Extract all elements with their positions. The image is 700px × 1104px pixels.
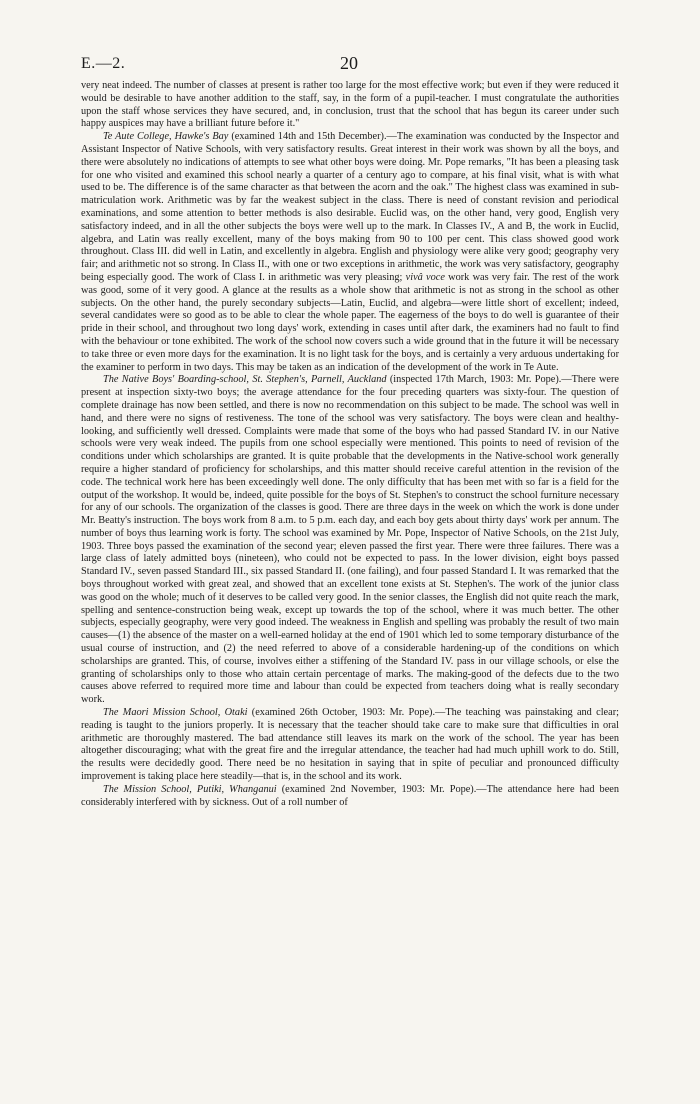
- paragraph-text: (examined 14th and 15th December).—The examination was conducted by the Inspector and Assistant Inspector of Native Schools, with very satisfactory results. Great interest in their work was shown by all the boys, and there were absolutely no indications of attempts to see what other boys were doing. Mr. Pope remarks, "It has been a pleasing task for one who visited and examined this school nearly a quarter of a century ago to compare, at his final visit, what is with what used to be. The difference is of the same character as that between the acorn and the oak." The highest class was examined in sub-matriculation work. Arithmetic was by far the weakest subject in the class. There is need of constant revision and periodical examinations, and some attention to better methods is also desirable. Euclid was, on the other hand, very good, English very satisfactory indeed, and in all the other subjects the boys were well up to the mark. In Classes IV., A and B, the work in Euclid, algebra, and Latin was really excellent, many of the boys making from 90 to 100 per cent. This class showed good work throughout. Class III. did well in Latin, and excellently in algebra. English and physiology were alike very good; geography very fair; and arithmetic not so strong. In Class II., with one or two exceptions in arithmetic, the work was very satisfactory, geography being especially good. The work of Class I. in arithmetic was very pleasing;: [81, 131, 620, 283]
- page-number: 20: [340, 53, 358, 73]
- report-body: [81, 80, 619, 809]
- paragraph-continuation: [81, 80, 619, 131]
- document-reference: E.—2.: [81, 55, 126, 72]
- paragraph-otaki: [81, 707, 619, 784]
- school-heading: Te Aute College, Hawke's Bay: [103, 131, 229, 143]
- school-heading: The Maori Mission School, Otaki: [103, 707, 248, 719]
- paragraph-text: (examined 26th October, 1903: Mr. Pope).—The teaching was painstaking and clear; reading is taught to the juniors properly. It is necessary that the teacher should take care to make sure that difficulties in oral arithmetic are thoroughly mastered. The bad attendance still leaves its mark on the work of the school. The year has been altogether discouraging; what with the great fire and the irregular attendance, the teacher had had much uphill work to do. Still, the results were decidedly good. There need be no hesitation in saying that in spite of peculiar and pronounced difficulty improvement is taking place here steadily—that is, in the school and its work.: [81, 707, 619, 783]
- paragraph-text-continued: work was very fair. The rest of the work was good, some of it very good. A glance at the results as a whole show that arithmetic is not as strong in the school as other subjects. On the other hand, the purely secondary subjects—Latin, Euclid, and algebra—were little short of excellent; indeed, several candidates were so good as to be able to clear the whole paper. The eagerness of the boys to do well is guarantee of their pride in their school, and throughout two long days' work, extending in cases until after dark, the examiners had no fault to find with the behaviour or tone exhibited. The work of the school now covers such a wide ground that in the future it will be necessary to take three or even more days for the examination. It is no light task for the boys, and is certainly a very arduous undertaking for the examiner to perform in two days. This may be taken as an indication of the development of the work in Te Aute.: [81, 271, 619, 373]
- paragraph-text: (inspected 17th March, 1903: Mr. Pope).—There were present at inspection sixty-two boys; the average attendance for the four preceding quarters was sixty-four. The question of complete drainage has now been settled, and there is now no recommendation on this subject to be made. The school was well in hand, and there were no signs of restiveness. The tone of the school was very satisfactory. The boys were clean and healthy-looking, and sufficiently well dressed. Complaints were made that some of the boys who had passed Standard IV. in our Native schools were very weak indeed. The pupils from one school especially were mentioned. This points to need of revision of the conditions under which scholarships are granted. It is quite probable that the developments in the Native-school work generally require a higher standard of proficiency for scholarships, and this matter should receive careful attention in the revision of the code. The technical work here has been exceedingly well done. The only difficulty that has been met with so far is a field for the output of the workshop. It would be, indeed, quite possible for the boys of St. Stephen's to construct the school furniture necessary for any of our schools. The organization of the classes is good. There are three days in the week on which the work is done under Mr. Beatty's instruction. The boys work from 8 a.m. to 5 p.m. each day, and each boy gets about thirty days' work per annum. The number of boys thus learning work is forty. The school was examined by Mr. Pope, Inspector of Native Schools, on the 21st July, 1903. Three boys passed the examination of the second year; eleven passed the first year. There were three failures. There was a large class of lately admitted boys (nineteen), who could not be expected to pass. In the lower division, eight boys passed Standard IV., seven passed Standard III., six passed Standard II. (one failing), and four passed Standard I. It was remarked that the boys throughout worked with great zeal, and showed that an excellent tone exists at St. Stephen's. The work of the junior class was good on the whole; much of it deserves to be called very good. In the senior classes, the English did not quite reach the mark, spelling and sentence-construction being weak, except up towards the top of the school, where it was much better. The other subjects, especially geography, were very good indeed. The weakness in English and spelling was probably the result of two main causes—(1) the absence of the master on a well-earned holiday at the end of 1901 which led to some temporary disturbance of the usual course of instruction, and (2) the need referred to above of a considerable hardening-up of the conditions on which scholarships are granted. This, of course, involves either a stiffening of the Standard IV. pass in our village schools, or else the granting of scholarships only to those who attain certain percentage of marks. The making-good of the defects due to the two causes above referred to required more time and labour than could be expected from teachers doing what is really secondary work.: [81, 374, 619, 706]
- paragraph-st-stephens: [81, 374, 619, 707]
- page-header: [0, 0, 700, 80]
- school-heading: The Mission School, Putiki, Whanganui: [103, 783, 277, 795]
- paragraph-te-aute-college: [81, 131, 619, 374]
- paragraph-text: very neat indeed. The number of classes at present is rather too large for the most effective work; but even if they were reduced it would be desirable to have another addition to the staff, say, in the form of a pupil-teacher. I must congratulate the authorities upon the staff whose services they have secured, and, in conclusion, trust that the school that has begun its career under such happy auspices may have a brilliant future before it.": [81, 80, 619, 130]
- italic-term: vivâ voce: [405, 271, 445, 283]
- school-heading: The Native Boys' Boarding-school, St. Stephen's, Parnell, Auckland: [103, 374, 387, 386]
- paragraph-putiki: [81, 784, 619, 810]
- paragraph-text: (examined 2nd November, 1903: Mr. Pope).—The attendance here had been considerably interfered with by sickness. Out of a roll number of: [81, 783, 619, 808]
